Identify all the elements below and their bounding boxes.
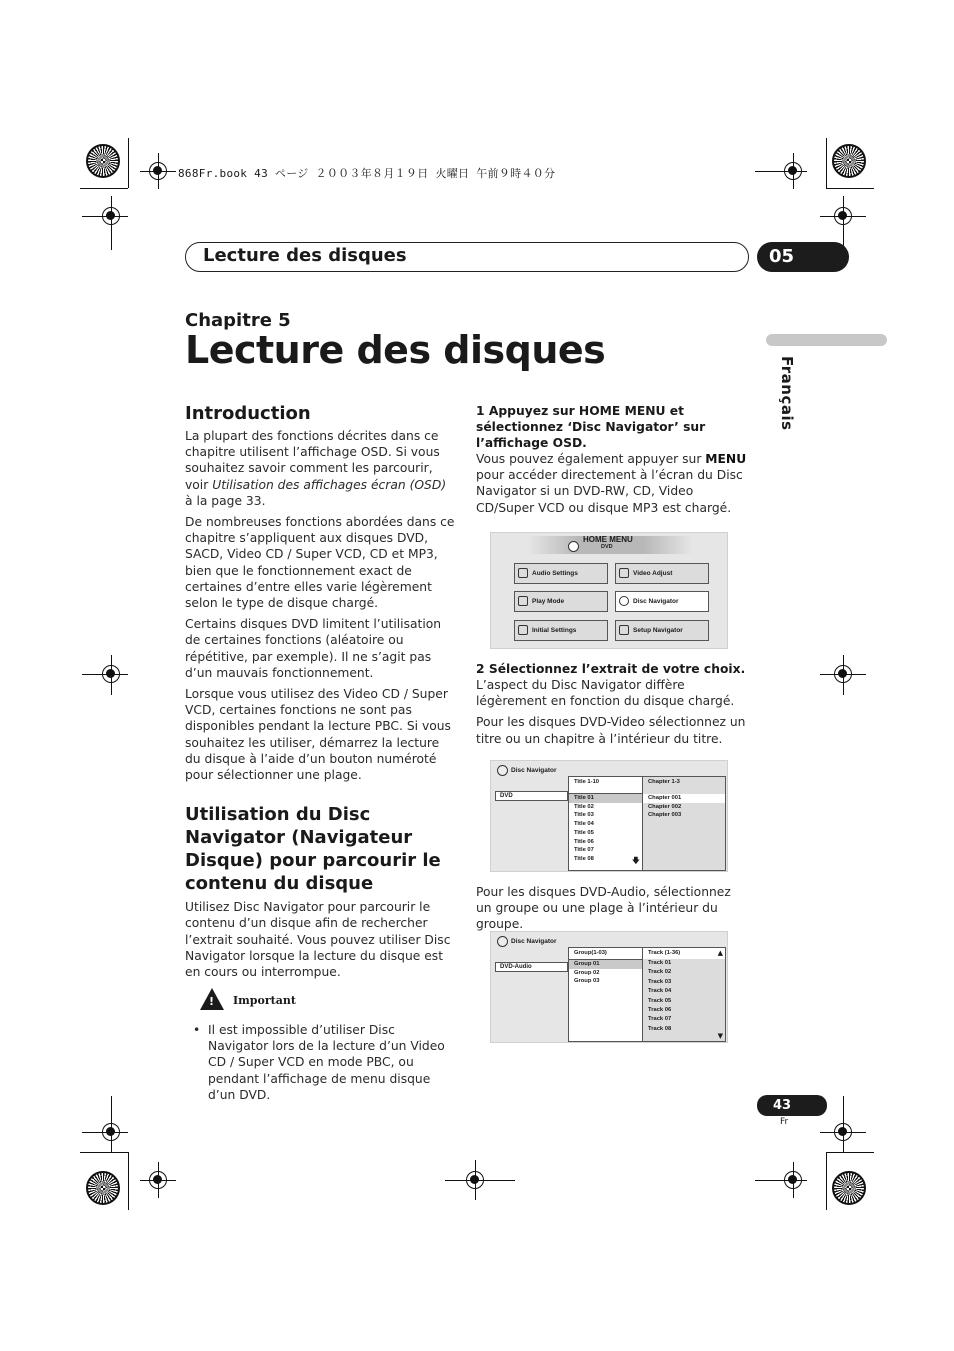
chapter-label: Chapitre 5	[185, 310, 291, 331]
list-item[interactable]: Track 05	[648, 997, 672, 1004]
scroll-up-icon[interactable]: ▲	[717, 949, 723, 957]
disc-icon	[497, 765, 508, 776]
group-list[interactable]	[568, 947, 643, 1042]
home-menu-subtitle: DVD	[601, 544, 613, 550]
video-adjust-button[interactable]: Video Adjust	[615, 563, 709, 584]
intro-paragraph-1: La plupart des fonctions décrites dans ce chapitre utilisent l’affichage OSD. Si vous souhaitez savoir comment les parcourir, voir Utilisation des affichages écran (OSD) à la page 33.	[185, 429, 447, 508]
disc-icon	[619, 596, 629, 606]
intro-paragraph-4: Lorsque vous utilisez des Video CD / Super VCD, certaines fonctions ne sont pas disponibles pendant la lecture PBC. Si vous souhaitez les utiliser, démarrez la lecture du disque à l’aide d’un bouton numéroté pour sélectionner une plage.	[185, 687, 451, 783]
track-list[interactable]	[642, 947, 726, 1042]
page-title: Lecture des disques	[185, 328, 606, 372]
list-item[interactable]: Track 03	[648, 978, 672, 985]
disc-navigator-paragraph: Utilisez Disc Navigator pour parcourir le contenu d’un disque afin de rechercher l’extrait souhaité. Vous pouvez utiliser Disc Navigator lorsque la lecture du disque est en cours ou interrompue.	[185, 900, 451, 980]
list-item[interactable]: Title 02	[574, 803, 594, 810]
audio-navigator-title: Disc Navigator	[511, 938, 557, 945]
scroll-down-icon[interactable]: 🡇	[631, 856, 640, 865]
osd-reference: Utilisation des affichages écran (OSD)	[212, 477, 447, 492]
list-item[interactable]: Group 03	[574, 978, 600, 985]
title-list-header: Title 1-10	[569, 777, 642, 794]
list-item[interactable]: Title 06	[574, 838, 594, 845]
registration-starburst-br	[832, 1171, 866, 1205]
chapter-bar-title: Lecture des disques	[203, 245, 407, 266]
list-item[interactable]: Track 04	[648, 988, 672, 995]
registration-starburst-bl	[86, 1171, 120, 1205]
step-1-heading: 1 Appuyez sur HOME MENU et sélectionnez ‘Disc Navigator’ sur l’affichage OSD.	[476, 404, 706, 451]
list-item[interactable]: Track 07	[648, 1016, 672, 1023]
disc-navigator-heading: Utilisation du Disc Navigator (Navigateur Disque) pour parcourir le contenu du disque	[185, 804, 441, 895]
intro-paragraph-2: De nombreuses fonctions abordées dans ce chapitre s’appliquent aux disques DVD, SACD, Video CD / Super VCD, CD et MP3, bien que le fonctionnement exact de certaines d’entre elles varie légèrement selon le type de disque chargé.	[185, 515, 455, 611]
introduction-heading: Introduction	[185, 403, 311, 424]
list-item[interactable]: Title 05	[574, 829, 594, 836]
group-list-header: Group(1-03)	[569, 948, 642, 960]
bullet-icon: •	[193, 1023, 201, 1037]
intro-paragraph-3: Certains disques DVD limitent l’utilisation de certaines fonctions (aléatoire ou répétitive, par exemple). Il ne s’agit pas d’un mauvais fonctionnement.	[185, 617, 442, 680]
language-label: Français	[778, 356, 796, 431]
disc-navigator-button[interactable]: Disc Navigator	[615, 591, 709, 612]
page-language: Fr	[780, 1117, 789, 1127]
important-label: Important	[233, 994, 296, 1007]
list-item[interactable]: Track 02	[648, 969, 672, 976]
language-tab	[766, 334, 887, 346]
list-item[interactable]: Group 02	[574, 969, 600, 976]
home-menu-screen	[490, 532, 728, 649]
list-item[interactable]: Title 03	[574, 812, 594, 819]
setup-navigator-button[interactable]: Setup Navigator	[615, 620, 709, 641]
initial-settings-button[interactable]: Initial Settings	[514, 620, 608, 641]
registration-starburst-tl	[86, 144, 120, 178]
list-item[interactable]: Track 01	[648, 960, 672, 966]
title-list[interactable]	[568, 776, 643, 871]
home-menu-title: HOME MENU	[583, 535, 633, 544]
step-2-dvd-audio-text: Pour les disques DVD-Audio, sélectionnez un groupe ou une plage à l’intérieur du groupe.	[476, 885, 731, 932]
list-item[interactable]: Chapter 003	[648, 812, 682, 819]
monitor-icon	[619, 568, 629, 578]
chapter-list[interactable]	[642, 776, 726, 871]
left-column	[185, 402, 455, 985]
speaker-icon	[518, 568, 528, 578]
list-item[interactable]: Group 01	[569, 960, 642, 969]
dvd-audio-navigator-screen	[490, 931, 728, 1043]
book-header: 868Fr.book 43 ページ ２００３年８月１９日 火曜日 午前９時４０分	[178, 167, 556, 180]
settings-icon	[518, 625, 528, 635]
audio-settings-button[interactable]: Audio Settings	[514, 563, 608, 584]
chapter-list-header: Chapter 1-3	[648, 779, 680, 785]
important-bullet: • Il est impossible d’utiliser Disc Navigator lors de la lecture d’un Video CD / Super VCD en mode PBC, ou pendant l’affichage de menu disque d’un DVD.	[193, 1023, 445, 1102]
list-item[interactable]: Title 04	[574, 821, 594, 828]
list-item[interactable]: Title 08	[574, 855, 594, 862]
dvd-navigator-screen	[490, 760, 728, 872]
dvd-audio-disc-type[interactable]: DVD-Audio	[495, 962, 568, 972]
list-item[interactable]: Title 01	[569, 794, 642, 803]
play-mode-button[interactable]: Play Mode	[514, 591, 608, 612]
registration-starburst-tr	[832, 144, 866, 178]
track-list-header: Track (1-36)	[643, 948, 725, 959]
step-2-text: L’aspect du Disc Navigator diffère légèrement en fonction du disque chargé. Pour les disques DVD-Video sélectionnez un titre ou un chapitre à l’intérieur du titre.	[476, 678, 746, 746]
list-item[interactable]: Chapter 001	[643, 794, 725, 803]
disc-icon	[497, 936, 508, 947]
page-number: 43	[757, 1095, 827, 1116]
step-2-heading: 2 Sélectionnez l’extrait de votre choix.	[476, 662, 746, 676]
list-item[interactable]: Chapter 002	[648, 803, 682, 810]
list-item[interactable]: Title 07	[574, 847, 594, 854]
dvd-navigator-title: Disc Navigator	[511, 767, 557, 774]
scroll-down-icon[interactable]: ▼	[717, 1032, 723, 1040]
disc-icon	[568, 541, 579, 552]
setup-icon	[619, 625, 629, 635]
chapter-number-badge: 05	[757, 242, 849, 272]
play-mode-icon	[518, 596, 528, 606]
dvd-disc-type[interactable]: DVD	[495, 791, 568, 801]
step-1-text: Vous pouvez également appuyer sur MENU pour accéder directement à l’écran du Disc Navigator si un DVD-RW, CD, Video CD/Super VCD ou disque MP3 est chargé.	[476, 452, 747, 515]
menu-key: MENU	[705, 452, 747, 466]
list-item[interactable]: Track 06	[648, 1007, 672, 1014]
list-item[interactable]: Track 08	[648, 1025, 672, 1032]
